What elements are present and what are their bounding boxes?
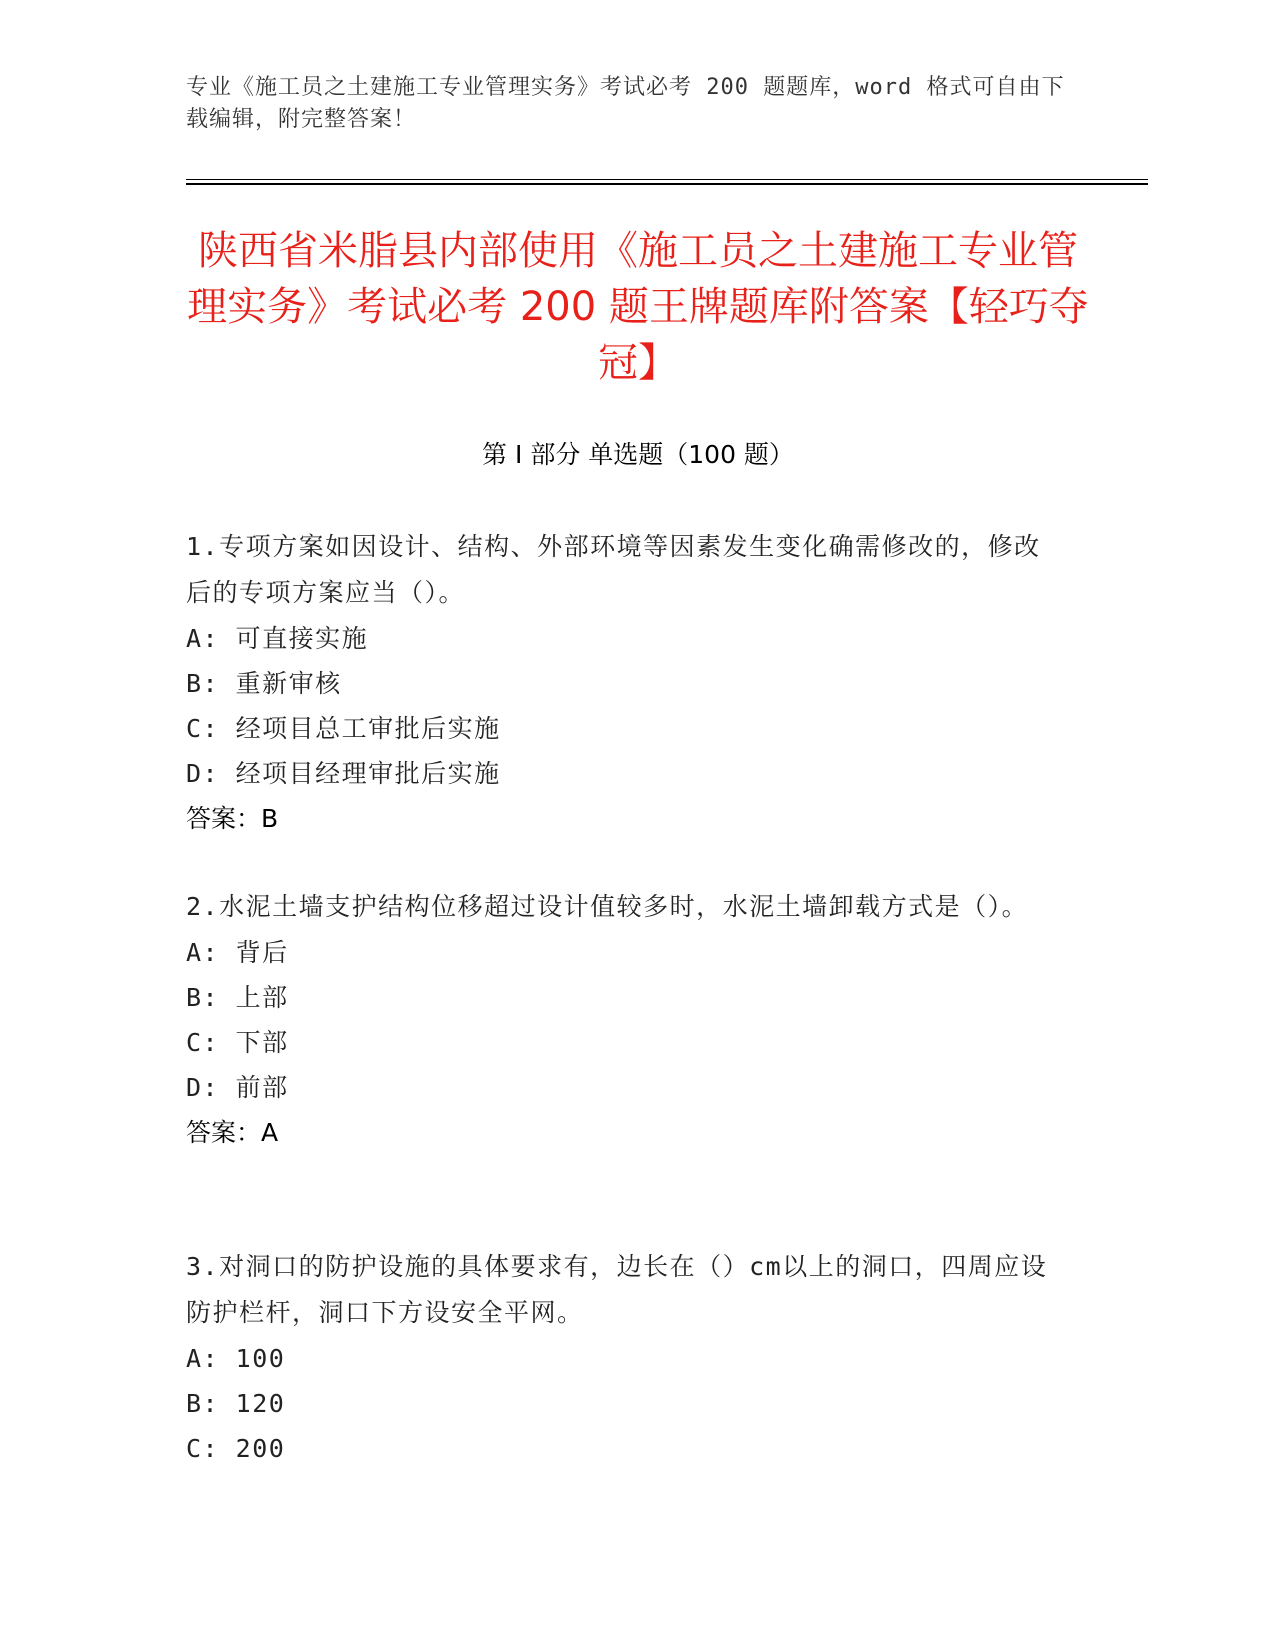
- section-heading: 第 I 部分 单选题（100 题）: [482, 440, 794, 469]
- option-b: B: 120: [186, 1389, 286, 1418]
- question-2: [186, 884, 1066, 1156]
- header-divider: [186, 179, 1148, 180]
- question-stem: 2.水泥土墙支护结构位移超过设计值较多时，水泥土墙卸载方式是（）。: [186, 892, 1029, 921]
- option-b: B: 上部: [186, 983, 289, 1012]
- option-a: A: 100: [186, 1344, 286, 1373]
- option-a: A: 背后: [186, 938, 289, 967]
- document-title: 陕西省米脂县内部使用《施工员之土建施工专业管理实务》考试必考 200 题王牌题库附答案【轻巧夺冠】: [187, 228, 1089, 386]
- question-3: [186, 1244, 1066, 1471]
- option-c: C: 200: [186, 1434, 286, 1463]
- question-stem: 3.对洞口的防护设施的具体要求有，边长在（）cm以上的洞口，四周应设防护栏杆，洞口下方设安全平网。: [186, 1252, 1048, 1327]
- answer: 答案：B: [186, 804, 279, 833]
- header-divider-thick: [186, 183, 1148, 185]
- option-d: D: 经项目经理审批后实施: [186, 759, 501, 788]
- answer: 答案：A: [186, 1118, 279, 1147]
- question-stem: 1.专项方案如因设计、结构、外部环境等因素发生变化确需修改的，修改后的专项方案应当（）。: [186, 532, 1041, 607]
- option-b: B: 重新审核: [186, 669, 342, 698]
- option-c: C: 经项目总工审批后实施: [186, 714, 501, 743]
- option-a: A: 可直接实施: [186, 624, 369, 653]
- option-c: C: 下部: [186, 1028, 289, 1057]
- option-d: D: 前部: [186, 1073, 289, 1102]
- header-note: 专业《施工员之土建施工专业管理实务》考试必考 200 题题库，word 格式可自由下载编辑，附完整答案！: [186, 75, 1065, 132]
- question-1: [186, 524, 1066, 842]
